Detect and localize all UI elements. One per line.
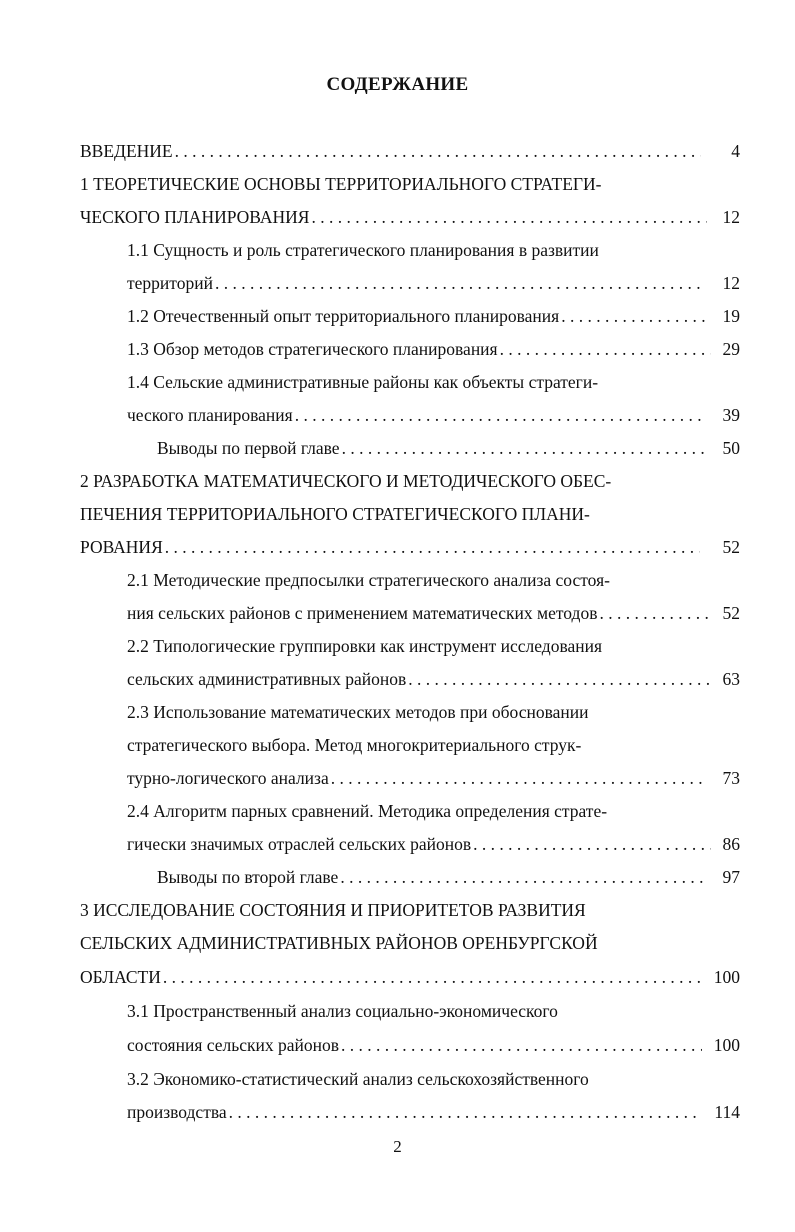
toc-entry-section-3-2[interactable] xyxy=(127,1101,740,1123)
toc-entry-section-2-4[interactable] xyxy=(127,833,740,855)
page-title: СОДЕРЖАНИЕ xyxy=(326,74,469,95)
toc-entry-section-2-1[interactable] xyxy=(127,602,740,624)
toc-page-number: 39 xyxy=(722,405,740,425)
dot-leader xyxy=(175,140,701,162)
toc-page-number: 29 xyxy=(722,339,740,359)
toc-entry-title: ОБЛАСТИ xyxy=(80,967,161,987)
toc-entry-title: турно-логического анализа xyxy=(127,768,329,788)
toc-entry-conclusions-1[interactable] xyxy=(157,437,740,459)
toc-entry-title: состояния сельских районов xyxy=(127,1035,339,1055)
toc-entry-title: 1.3 Обзор методов стратегического планирования xyxy=(127,339,498,359)
dot-leader xyxy=(561,305,710,327)
toc-entry-section-1-1[interactable] xyxy=(127,272,740,294)
toc-chapter-1-line[interactable]: 1 ТЕОРЕТИЧЕСКИЕ ОСНОВЫ ТЕРРИТОРИАЛЬНОГО СТРАТЕГИ- xyxy=(80,174,602,194)
toc-entry-section-2-3[interactable] xyxy=(127,767,740,789)
toc-entry-title: гически значимых отраслей сельских районов xyxy=(127,834,472,854)
toc-chapter-2-line[interactable]: 2 РАЗРАБОТКА МАТЕМАТИЧЕСКОГО И МЕТОДИЧЕСКОГО ОБЕС- xyxy=(80,471,612,491)
toc-page-number: 86 xyxy=(722,834,740,854)
toc-entry-chapter-2[interactable] xyxy=(80,536,740,558)
toc-chapter-3-line[interactable]: 3 ИССЛЕДОВАНИЕ СОСТОЯНИЯ И ПРИОРИТЕТОВ РАЗВИТИЯ xyxy=(80,900,586,920)
toc-page-number: 100 xyxy=(713,1035,740,1055)
dot-leader xyxy=(340,866,709,888)
toc-entry-title: Выводы по первой главе xyxy=(157,438,340,458)
toc-page-number: 19 xyxy=(722,306,740,326)
toc-entry-title: сельских административных районов xyxy=(127,669,407,689)
toc-entry-section-2-2[interactable] xyxy=(127,668,740,690)
toc-entry-title: Выводы по второй главе xyxy=(157,867,339,887)
toc-section-2-4-line[interactable]: 2.4 Алгоритм парных сравнений. Методика определения страте- xyxy=(127,801,608,821)
toc-page-number: 4 xyxy=(731,141,740,161)
toc-section-1-4-line[interactable]: 1.4 Сельские административные районы как объекты стратеги- xyxy=(127,372,599,392)
page-number: 2 xyxy=(393,1137,402,1156)
toc-entry-section-1-2[interactable] xyxy=(127,305,740,327)
toc-section-2-3-line[interactable]: стратегического выбора. Метод многокритериального струк- xyxy=(127,735,582,755)
toc-entry-intro[interactable] xyxy=(80,140,740,162)
toc-entry-title: территорий xyxy=(127,273,213,293)
toc-section-1-1-line[interactable]: 1.1 Сущность и роль стратегического планирования в развитии xyxy=(127,240,599,260)
dot-leader xyxy=(295,404,707,426)
toc-entry-section-1-4[interactable] xyxy=(127,404,740,426)
toc-page-number: 52 xyxy=(722,537,740,557)
dot-leader xyxy=(331,767,709,789)
toc-page-number: 97 xyxy=(722,867,740,887)
toc-entry-title: ческого планирования xyxy=(127,405,293,425)
toc-page-number: 12 xyxy=(722,207,740,227)
dot-leader xyxy=(599,602,710,624)
dot-leader xyxy=(311,206,707,228)
dot-leader xyxy=(341,1034,702,1056)
dot-leader xyxy=(500,338,711,360)
toc-entry-title: ВВЕДЕНИЕ xyxy=(80,141,173,161)
toc-entry-title: производства xyxy=(127,1102,227,1122)
toc-entry-title: 1.2 Отечественный опыт территориального планирования xyxy=(127,306,560,326)
toc-page-number: 100 xyxy=(713,967,740,987)
toc-entry-chapter-3[interactable] xyxy=(80,966,740,988)
toc-chapter-3-line[interactable]: СЕЛЬСКИХ АДМИНИСТРАТИВНЫХ РАЙОНОВ ОРЕНБУРГСКОЙ xyxy=(80,933,598,953)
toc-section-2-3-line[interactable]: 2.3 Использование математических методов при обосновании xyxy=(127,702,589,722)
toc-entry-title: ния сельских районов с применением математических методов xyxy=(127,603,598,623)
dot-leader xyxy=(408,668,710,690)
dot-leader xyxy=(163,966,700,988)
toc-entry-title: ЧЕСКОГО ПЛАНИРОВАНИЯ xyxy=(80,207,310,227)
toc-entry-section-3-1[interactable] xyxy=(127,1034,740,1056)
toc-entry-chapter-1[interactable] xyxy=(80,206,740,228)
toc-page-number: 114 xyxy=(714,1102,740,1122)
toc-section-2-2-line[interactable]: 2.2 Типологические группировки как инструмент исследования xyxy=(127,636,603,656)
toc-chapter-2-line[interactable]: ПЕЧЕНИЯ ТЕРРИТОРИАЛЬНОГО СТРАТЕГИЧЕСКОГО ПЛАНИ- xyxy=(80,504,590,524)
toc-page-number: 50 xyxy=(722,438,740,458)
dot-leader xyxy=(342,437,709,459)
dot-leader xyxy=(229,1101,703,1123)
dot-leader xyxy=(215,272,703,294)
toc-entry-conclusions-2[interactable] xyxy=(157,866,740,888)
toc-section-2-1-line[interactable]: 2.1 Методические предпосылки стратегического анализа состоя- xyxy=(127,570,610,590)
toc-entry-title: РОВАНИЯ xyxy=(80,537,163,557)
toc-page-number: 73 xyxy=(722,768,740,788)
toc-entry-section-1-3[interactable] xyxy=(127,338,740,360)
toc-page-number: 12 xyxy=(722,273,740,293)
dot-leader xyxy=(165,536,700,558)
toc-section-3-2-line[interactable]: 3.2 Экономико-статистический анализ сельскохозяйственного xyxy=(127,1069,589,1089)
dot-leader xyxy=(473,833,710,855)
toc-section-3-1-line[interactable]: 3.1 Пространственный анализ социально-экономического xyxy=(127,1001,558,1021)
toc-page-number: 63 xyxy=(722,669,740,689)
toc-page-number: 52 xyxy=(722,603,740,623)
